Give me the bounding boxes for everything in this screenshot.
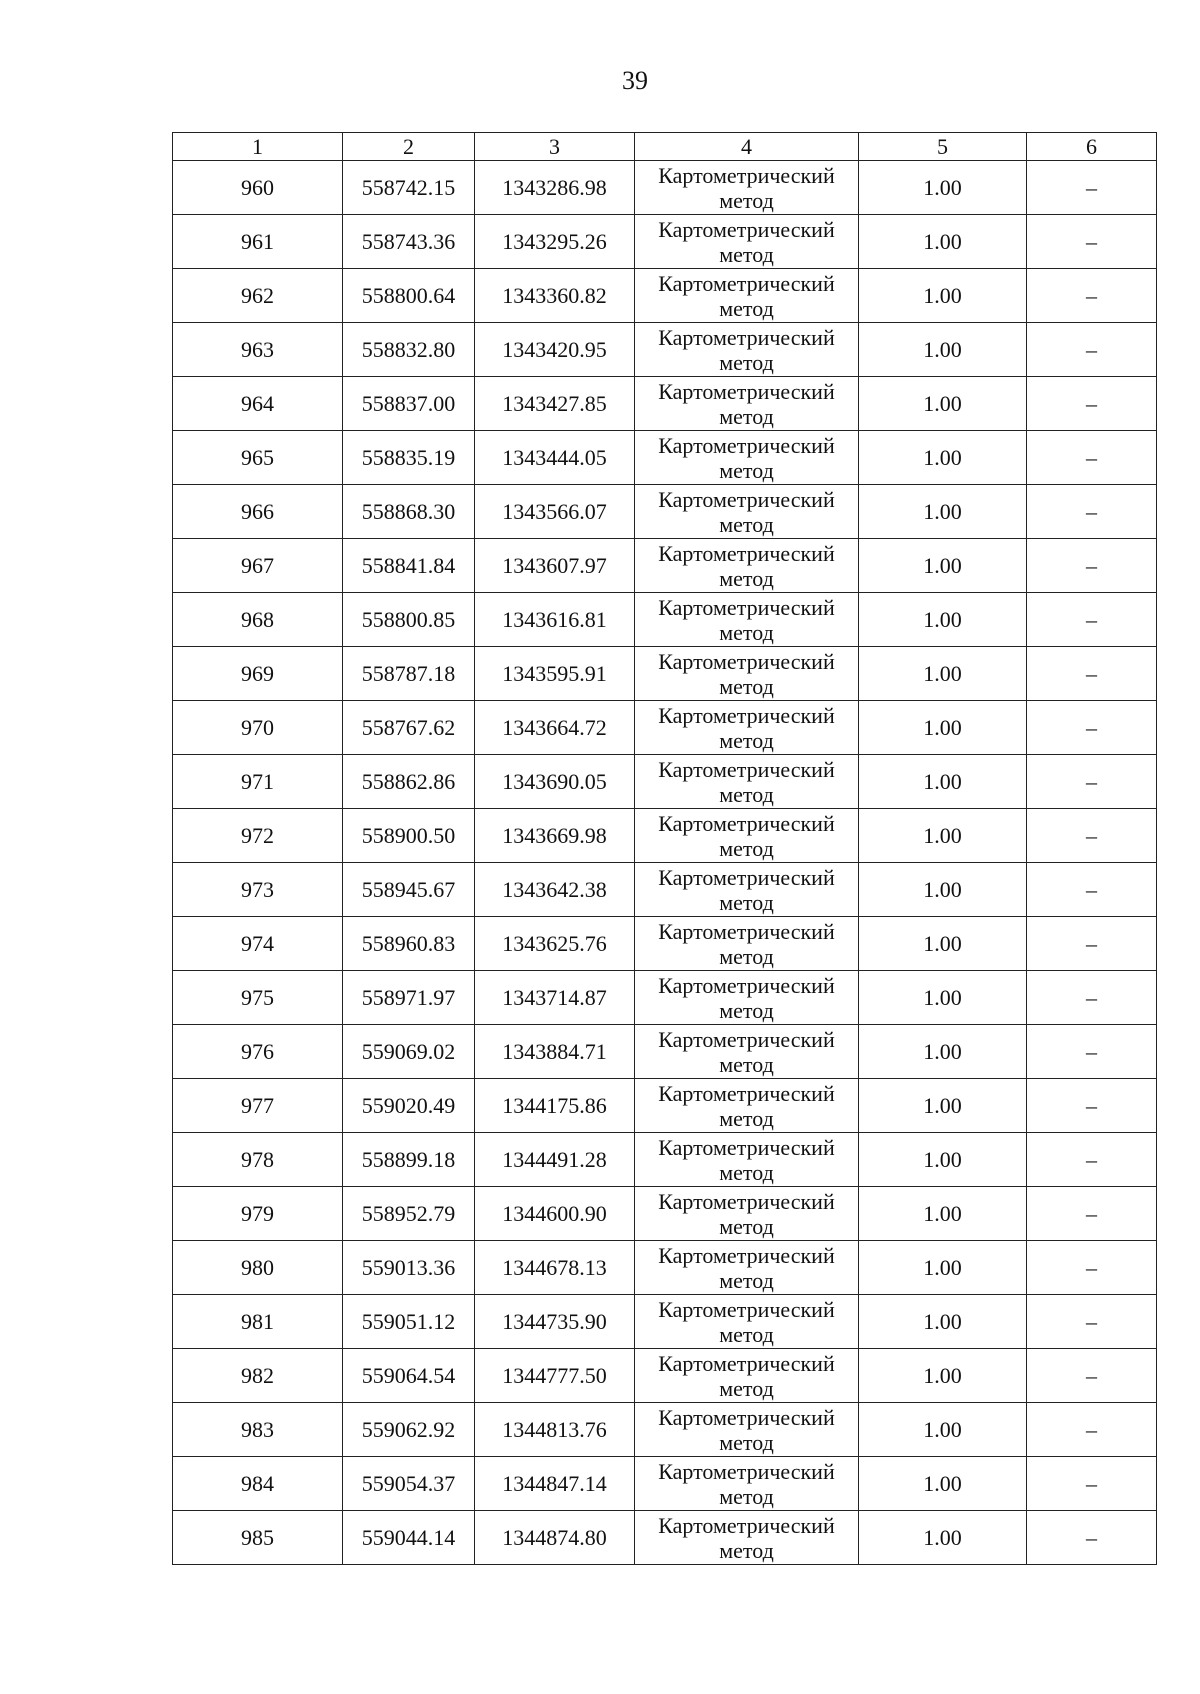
description-cell: – [1027, 323, 1157, 377]
description-cell: – [1027, 1079, 1157, 1133]
precision-cell: 1.00 [859, 215, 1027, 269]
y-coordinate-cell: 1343714.87 [475, 971, 635, 1025]
table-body [173, 161, 1157, 1565]
point-number-cell: 981 [173, 1295, 343, 1349]
point-number-cell: 973 [173, 863, 343, 917]
point-number-cell: 960 [173, 161, 343, 215]
precision-cell: 1.00 [859, 161, 1027, 215]
method-cell [635, 1511, 859, 1565]
method-line-1: Картометрический [658, 1242, 835, 1268]
precision-cell: 1.00 [859, 269, 1027, 323]
precision-cell: 1.00 [859, 647, 1027, 701]
method-line-1: Картометрический [658, 378, 835, 404]
precision-cell: 1.00 [859, 593, 1027, 647]
precision-cell: 1.00 [859, 1241, 1027, 1295]
method-line-1: Картометрический [658, 540, 835, 566]
table-row [173, 539, 1157, 593]
method-line-2: метод [719, 511, 774, 537]
method-line-2: метод [719, 457, 774, 483]
description-cell: – [1027, 863, 1157, 917]
precision-cell: 1.00 [859, 323, 1027, 377]
table-row [173, 1025, 1157, 1079]
description-cell: – [1027, 215, 1157, 269]
table-row [173, 161, 1157, 215]
x-coordinate-cell: 559069.02 [343, 1025, 475, 1079]
method-line-2: метод [719, 835, 774, 861]
y-coordinate-cell: 1344175.86 [475, 1079, 635, 1133]
x-coordinate-cell: 559044.14 [343, 1511, 475, 1565]
point-number-cell: 974 [173, 917, 343, 971]
point-number-cell: 985 [173, 1511, 343, 1565]
precision-cell: 1.00 [859, 701, 1027, 755]
method-line-1: Картометрический [658, 1296, 835, 1322]
method-line-1: Картометрический [658, 1404, 835, 1430]
method-line-1: Картометрический [658, 1350, 835, 1376]
precision-cell: 1.00 [859, 971, 1027, 1025]
y-coordinate-cell: 1343625.76 [475, 917, 635, 971]
y-coordinate-cell: 1344735.90 [475, 1295, 635, 1349]
precision-cell: 1.00 [859, 1457, 1027, 1511]
table-row [173, 971, 1157, 1025]
table-row [173, 215, 1157, 269]
method-line-1: Картометрический [658, 324, 835, 350]
description-cell: – [1027, 1511, 1157, 1565]
column-header-2: 2 [343, 133, 475, 161]
description-cell: – [1027, 701, 1157, 755]
description-cell: – [1027, 971, 1157, 1025]
column-header-3: 3 [475, 133, 635, 161]
method-line-2: метод [719, 349, 774, 375]
method-line-1: Картометрический [658, 162, 835, 188]
precision-cell: 1.00 [859, 1403, 1027, 1457]
x-coordinate-cell: 559062.92 [343, 1403, 475, 1457]
method-line-1: Картометрический [658, 864, 835, 890]
precision-cell: 1.00 [859, 1295, 1027, 1349]
method-line-2: метод [719, 889, 774, 915]
table-row [173, 917, 1157, 971]
x-coordinate-cell: 559020.49 [343, 1079, 475, 1133]
x-coordinate-cell: 558832.80 [343, 323, 475, 377]
method-line-2: метод [719, 1375, 774, 1401]
y-coordinate-cell: 1343420.95 [475, 323, 635, 377]
precision-cell: 1.00 [859, 1133, 1027, 1187]
x-coordinate-cell: 558900.50 [343, 809, 475, 863]
column-header-6: 6 [1027, 133, 1157, 161]
y-coordinate-cell: 1344678.13 [475, 1241, 635, 1295]
description-cell: – [1027, 269, 1157, 323]
point-number-cell: 968 [173, 593, 343, 647]
table-row [173, 377, 1157, 431]
y-coordinate-cell: 1343427.85 [475, 377, 635, 431]
method-cell [635, 1457, 859, 1511]
precision-cell: 1.00 [859, 809, 1027, 863]
method-line-1: Картометрический [658, 1134, 835, 1160]
description-cell: – [1027, 1025, 1157, 1079]
method-cell [635, 809, 859, 863]
y-coordinate-cell: 1343607.97 [475, 539, 635, 593]
method-cell [635, 1349, 859, 1403]
point-number-cell: 976 [173, 1025, 343, 1079]
description-cell: – [1027, 917, 1157, 971]
method-cell [635, 971, 859, 1025]
column-header-5: 5 [859, 133, 1027, 161]
method-line-2: метод [719, 295, 774, 321]
method-line-2: метод [719, 1105, 774, 1131]
method-line-1: Картометрический [658, 972, 835, 998]
method-line-1: Картометрический [658, 1458, 835, 1484]
precision-cell: 1.00 [859, 1025, 1027, 1079]
table-row [173, 1511, 1157, 1565]
table-row [173, 863, 1157, 917]
x-coordinate-cell: 558743.36 [343, 215, 475, 269]
table-row [173, 1349, 1157, 1403]
precision-cell: 1.00 [859, 539, 1027, 593]
method-line-2: метод [719, 403, 774, 429]
description-cell: – [1027, 539, 1157, 593]
table-row [173, 485, 1157, 539]
point-number-cell: 963 [173, 323, 343, 377]
table-row [173, 1457, 1157, 1511]
precision-cell: 1.00 [859, 1349, 1027, 1403]
method-line-2: метод [719, 781, 774, 807]
table-row [173, 1403, 1157, 1457]
table-row [173, 323, 1157, 377]
y-coordinate-cell: 1344600.90 [475, 1187, 635, 1241]
method-line-1: Картометрический [658, 810, 835, 836]
point-number-cell: 966 [173, 485, 343, 539]
method-cell [635, 1025, 859, 1079]
method-cell [635, 1295, 859, 1349]
method-line-1: Картометрический [658, 432, 835, 458]
description-cell: – [1027, 1187, 1157, 1241]
method-line-2: метод [719, 1537, 774, 1563]
y-coordinate-cell: 1343884.71 [475, 1025, 635, 1079]
x-coordinate-cell: 558862.86 [343, 755, 475, 809]
method-line-2: метод [719, 619, 774, 645]
point-number-cell: 965 [173, 431, 343, 485]
x-coordinate-cell: 558800.64 [343, 269, 475, 323]
y-coordinate-cell: 1343616.81 [475, 593, 635, 647]
x-coordinate-cell: 558868.30 [343, 485, 475, 539]
precision-cell: 1.00 [859, 1511, 1027, 1565]
y-coordinate-cell: 1343669.98 [475, 809, 635, 863]
y-coordinate-cell: 1343595.91 [475, 647, 635, 701]
table-row [173, 269, 1157, 323]
x-coordinate-cell: 558742.15 [343, 161, 475, 215]
column-header-4: 4 [635, 133, 859, 161]
precision-cell: 1.00 [859, 917, 1027, 971]
y-coordinate-cell: 1343286.98 [475, 161, 635, 215]
method-line-2: метод [719, 997, 774, 1023]
precision-cell: 1.00 [859, 755, 1027, 809]
description-cell: – [1027, 485, 1157, 539]
method-cell [635, 755, 859, 809]
y-coordinate-cell: 1344874.80 [475, 1511, 635, 1565]
description-cell: – [1027, 755, 1157, 809]
method-line-1: Картометрический [658, 1188, 835, 1214]
method-cell [635, 1133, 859, 1187]
point-number-cell: 962 [173, 269, 343, 323]
description-cell: – [1027, 1241, 1157, 1295]
x-coordinate-cell: 559013.36 [343, 1241, 475, 1295]
x-coordinate-cell: 558767.62 [343, 701, 475, 755]
method-cell [635, 1187, 859, 1241]
x-coordinate-cell: 558945.67 [343, 863, 475, 917]
coordinates-table [172, 132, 1157, 1565]
method-line-1: Картометрический [658, 648, 835, 674]
x-coordinate-cell: 558971.97 [343, 971, 475, 1025]
method-cell [635, 377, 859, 431]
point-number-cell: 961 [173, 215, 343, 269]
table-header [173, 133, 1157, 161]
method-cell [635, 323, 859, 377]
x-coordinate-cell: 558835.19 [343, 431, 475, 485]
table-row [173, 431, 1157, 485]
description-cell: – [1027, 431, 1157, 485]
description-cell: – [1027, 809, 1157, 863]
description-cell: – [1027, 377, 1157, 431]
description-cell: – [1027, 1457, 1157, 1511]
table-row [173, 1079, 1157, 1133]
method-line-2: метод [719, 727, 774, 753]
table-row [173, 1187, 1157, 1241]
method-line-1: Картометрический [658, 918, 835, 944]
description-cell: – [1027, 647, 1157, 701]
method-cell [635, 215, 859, 269]
method-line-2: метод [719, 1267, 774, 1293]
x-coordinate-cell: 558952.79 [343, 1187, 475, 1241]
point-number-cell: 984 [173, 1457, 343, 1511]
precision-cell: 1.00 [859, 1187, 1027, 1241]
column-header-1: 1 [173, 133, 343, 161]
method-cell [635, 701, 859, 755]
precision-cell: 1.00 [859, 1079, 1027, 1133]
method-cell [635, 1241, 859, 1295]
method-line-2: метод [719, 1483, 774, 1509]
method-line-2: метод [719, 673, 774, 699]
table-row [173, 1241, 1157, 1295]
x-coordinate-cell: 558837.00 [343, 377, 475, 431]
method-line-2: метод [719, 1159, 774, 1185]
table-row [173, 755, 1157, 809]
method-cell [635, 863, 859, 917]
method-line-1: Картометрический [658, 1026, 835, 1052]
method-line-1: Картометрический [658, 702, 835, 728]
x-coordinate-cell: 558899.18 [343, 1133, 475, 1187]
y-coordinate-cell: 1344491.28 [475, 1133, 635, 1187]
point-number-cell: 982 [173, 1349, 343, 1403]
y-coordinate-cell: 1343566.07 [475, 485, 635, 539]
method-line-2: метод [719, 1321, 774, 1347]
method-line-1: Картометрический [658, 1512, 835, 1538]
method-line-1: Картометрический [658, 756, 835, 782]
page-number: 39 [622, 66, 648, 95]
method-line-2: метод [719, 187, 774, 213]
point-number-cell: 971 [173, 755, 343, 809]
table-row [173, 809, 1157, 863]
method-line-1: Картометрический [658, 216, 835, 242]
table-row [173, 647, 1157, 701]
x-coordinate-cell: 558800.85 [343, 593, 475, 647]
description-cell: – [1027, 1349, 1157, 1403]
y-coordinate-cell: 1343295.26 [475, 215, 635, 269]
point-number-cell: 967 [173, 539, 343, 593]
y-coordinate-cell: 1343642.38 [475, 863, 635, 917]
y-coordinate-cell: 1344777.50 [475, 1349, 635, 1403]
point-number-cell: 983 [173, 1403, 343, 1457]
point-number-cell: 979 [173, 1187, 343, 1241]
precision-cell: 1.00 [859, 485, 1027, 539]
y-coordinate-cell: 1344847.14 [475, 1457, 635, 1511]
point-number-cell: 980 [173, 1241, 343, 1295]
method-cell [635, 539, 859, 593]
method-cell [635, 485, 859, 539]
description-cell: – [1027, 161, 1157, 215]
y-coordinate-cell: 1343664.72 [475, 701, 635, 755]
y-coordinate-cell: 1344813.76 [475, 1403, 635, 1457]
x-coordinate-cell: 559054.37 [343, 1457, 475, 1511]
x-coordinate-cell: 559064.54 [343, 1349, 475, 1403]
table-row [173, 701, 1157, 755]
x-coordinate-cell: 558960.83 [343, 917, 475, 971]
method-cell [635, 593, 859, 647]
x-coordinate-cell: 559051.12 [343, 1295, 475, 1349]
y-coordinate-cell: 1343360.82 [475, 269, 635, 323]
method-line-1: Картометрический [658, 270, 835, 296]
description-cell: – [1027, 1295, 1157, 1349]
description-cell: – [1027, 593, 1157, 647]
method-cell [635, 161, 859, 215]
method-cell [635, 917, 859, 971]
method-line-2: метод [719, 943, 774, 969]
table-row [173, 1295, 1157, 1349]
method-line-2: метод [719, 565, 774, 591]
description-cell: – [1027, 1133, 1157, 1187]
method-cell [635, 431, 859, 485]
description-cell: – [1027, 1403, 1157, 1457]
precision-cell: 1.00 [859, 377, 1027, 431]
method-line-1: Картометрический [658, 594, 835, 620]
table-row [173, 593, 1157, 647]
precision-cell: 1.00 [859, 863, 1027, 917]
x-coordinate-cell: 558841.84 [343, 539, 475, 593]
method-cell [635, 647, 859, 701]
point-number-cell: 975 [173, 971, 343, 1025]
y-coordinate-cell: 1343690.05 [475, 755, 635, 809]
method-line-2: метод [719, 1429, 774, 1455]
method-cell [635, 1403, 859, 1457]
method-cell [635, 1079, 859, 1133]
method-cell [635, 269, 859, 323]
y-coordinate-cell: 1343444.05 [475, 431, 635, 485]
point-number-cell: 977 [173, 1079, 343, 1133]
point-number-cell: 970 [173, 701, 343, 755]
point-number-cell: 969 [173, 647, 343, 701]
method-line-2: метод [719, 241, 774, 267]
header-row [173, 133, 1157, 161]
table-row [173, 1133, 1157, 1187]
point-number-cell: 964 [173, 377, 343, 431]
method-line-1: Картометрический [658, 486, 835, 512]
method-line-1: Картометрический [658, 1080, 835, 1106]
point-number-cell: 978 [173, 1133, 343, 1187]
method-line-2: метод [719, 1051, 774, 1077]
point-number-cell: 972 [173, 809, 343, 863]
method-line-2: метод [719, 1213, 774, 1239]
precision-cell: 1.00 [859, 431, 1027, 485]
x-coordinate-cell: 558787.18 [343, 647, 475, 701]
